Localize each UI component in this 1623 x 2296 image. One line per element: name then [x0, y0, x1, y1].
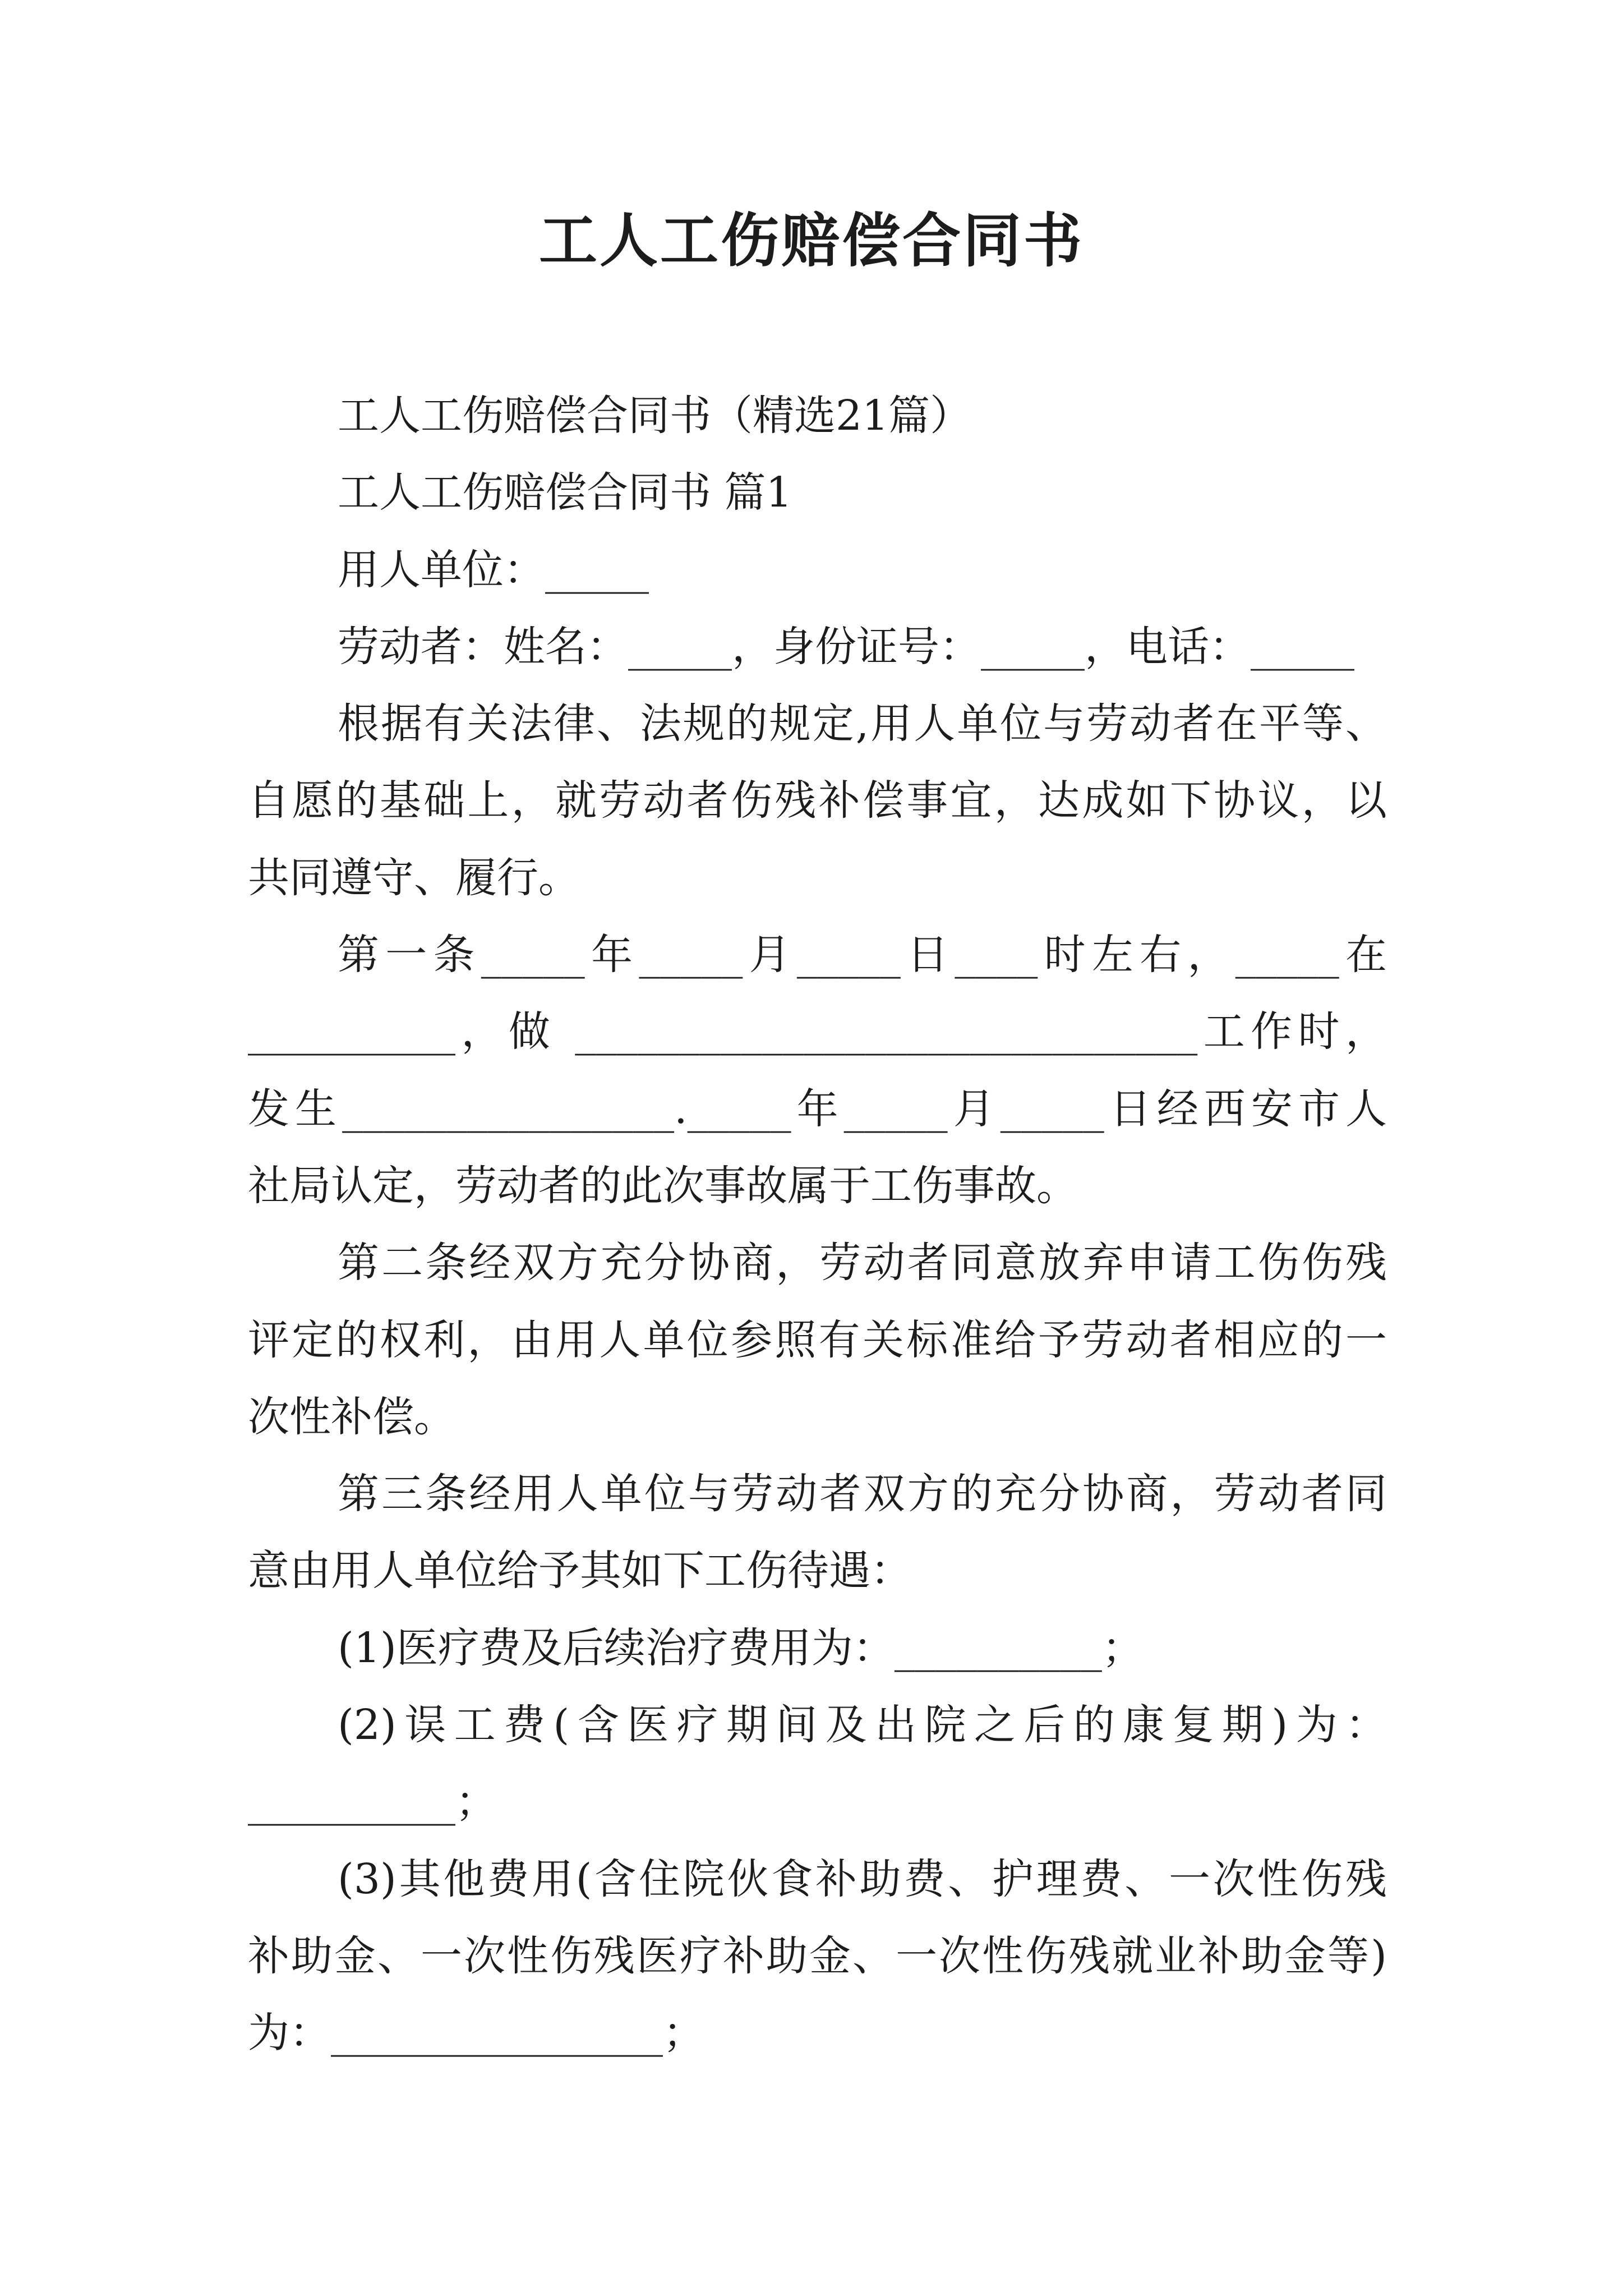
paragraph-line: (1)医疗费及后续治疗费用为：__________； — [338, 1623, 1144, 1672]
paragraph-line: 自愿的基础上，就劳动者伤残补偿事宜，达成如下协议，以 — [248, 776, 1387, 825]
paragraph-line: __________； — [248, 1778, 497, 1826]
item-3-other-expenses — [248, 1841, 1387, 2072]
paragraph-line: 用人单位：_____ — [338, 545, 649, 594]
paragraph-line: 第三条经用人单位与劳动者双方的充分协商，劳动者同 — [338, 1470, 1387, 1519]
article-1-paragraph — [248, 917, 1387, 1225]
paragraph-line: 第二条经双方充分协商，劳动者同意放弃申请工伤伤残 — [338, 1239, 1387, 1287]
item-2-lost-wages — [248, 1687, 1387, 1841]
paragraph-line: 劳动者：姓名：_____，身份证号：_____，电话：_____ — [338, 622, 1354, 671]
paragraph-line: (3)其他费用(含住院伙食补助费、护理费、一次性伤残 — [338, 1855, 1387, 1903]
paragraph-line: 工人工伤赔偿合同书 篇1 — [338, 468, 792, 517]
document-title: 工人工伤赔偿合同书 — [538, 207, 1084, 274]
paragraph-line: 发生________________._____年_____月_____日经西安市人 — [248, 1084, 1387, 1133]
article-3-paragraph — [248, 1456, 1387, 1610]
paragraph-line: 根据有关法律、法规的规定,用人单位与劳动者在平等、 — [338, 700, 1387, 748]
worker-info-field — [248, 609, 1387, 685]
paragraph-line: (2)误工费(含医疗期间及出院之后的康复期)为： — [338, 1701, 1387, 1750]
paragraph-line: 工人工伤赔偿合同书（精选21篇） — [338, 392, 972, 440]
document-body — [248, 378, 1387, 2072]
subtitle — [248, 378, 1387, 454]
article-2-paragraph — [248, 1225, 1387, 1456]
preamble-paragraph — [248, 685, 1387, 917]
section-heading — [248, 454, 1387, 531]
employer-field — [248, 532, 1387, 609]
paragraph-line: 评定的权利，由用人单位参照有关标准给予劳动者相应的一 — [248, 1315, 1387, 1364]
paragraph-line: 次性补偿。 — [248, 1392, 455, 1441]
paragraph-line: 第一条_____年_____月_____日____时左右，_____在 — [338, 931, 1387, 979]
paragraph-line: 补助金、一次性伤残医疗补助金、一次性伤残就业补助金等) — [248, 1931, 1387, 1980]
paragraph-line: 共同遵守、履行。 — [248, 853, 580, 902]
paragraph-line: 为：________________； — [248, 2009, 704, 2058]
paragraph-line: 社局认定，劳动者的此次事故属于工伤事故。 — [248, 1161, 1078, 1210]
paragraph-line: 意由用人单位给予其如下工伤待遇： — [248, 1547, 912, 1595]
item-1-medical-expenses — [248, 1610, 1387, 1687]
paragraph-line: __________，做 ______________________________工作时， — [248, 1007, 1387, 1056]
